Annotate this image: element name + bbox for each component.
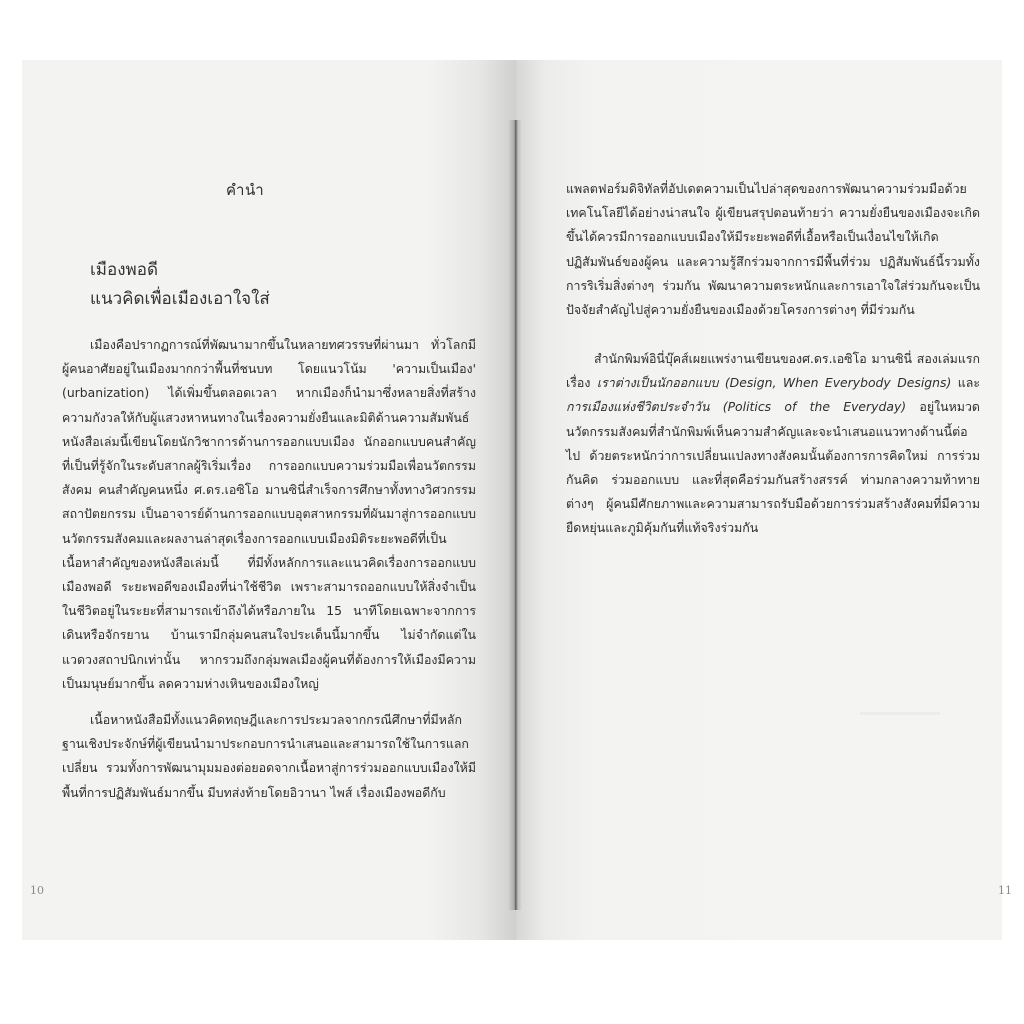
page-number-right: 11	[998, 884, 1012, 897]
right-body-text-1	[566, 177, 980, 322]
right-paragraph-1: แพลตฟอร์มดิจิทัลที่อัปเดตความเป็นไปล่าสุดของการพัฒนาความร่วมมือด้วยเทคโนโลยีได้อย่างน่าสนใจ ผู้เขียนสรุปตอนท้ายว่า ความยั่งยืนของเมืองจะเกิดขึ้นได้ควรมีการออกแบบเมืองให้มีระยะพอดีที่เอื้อหรือเป็นเงื่อนไขให้เกิดปฏิสัมพันธ์ของผู้คน และความรู้สึกร่วมจากการมีพื้นที่ร่วม ปฏิสัมพันธ์นี้รวมทั้งการริเริ่มสิ่งต่างๆ ร่วมกัน พัฒนาความตระหนักและการเอาใจใส่ร่วมกันจะเป็นปัจจัยสำคัญไปสู่ความยั่งยืนของเมืองด้วยโครงการต่างๆ ที่มีร่วมกัน	[566, 181, 980, 318]
left-paragraph-2: เนื้อหาหนังสือมีทั้งแนวคิดทฤษฎีและการประมวลจากกรณีศึกษาที่มีหลักฐานเชิงประจักษ์ที่ผู้เขียนนำมาประกอบการนำเสนอและสามารถใช้ในการแลกเปลี่ยน รวมทั้งการพัฒนามุมมองต่อยอดจากเนื้อหาสู่การร่วมออกแบบเมืองให้มีพื้นที่การปฏิสัมพันธ์มากขึ้น มีบทส่งท้ายโดยอิวานา ไพส์ เรื่องเมืองพอดีกับ	[62, 712, 476, 800]
page-number-left: 10	[30, 884, 44, 897]
book-title-2: การเมืองแห่งชีวิตประจำวัน (Politics of the Everyday)	[566, 399, 907, 415]
book-title-1: เราต่างเป็นนักออกแบบ (Design, When Everybody Designs)	[596, 375, 952, 391]
heading-line-1: เมืองพอดี	[90, 260, 158, 280]
right-paragraph-2	[566, 347, 980, 541]
left-paragraph-1: เมืองคือปรากฏการณ์ที่พัฒนามากขึ้นในหลายทศวรรษที่ผ่านมา ทั่วโลกมีผู้คนอาศัยอยู่ในเมืองมากกว่าพื้นที่ชนบท โดยแนวโน้ม 'ความเป็นเมือง' (urbanization) ได้เพิ่มขึ้นตลอดเวลา หากเมืองก็นำมาซึ่งหลายสิ่งที่สร้างความกังวลให้กับผู้แสวงหาหนทางในเรื่องความยั่งยืนและมิติด้านความสัมพันธ์ หนังสือเล่มนี้เขียนโดยนักวิชาการด้านการออกแบบเมือง นักออกแบบคนสำคัญที่เป็นที่รู้จักในระดับสากลผู้ริเริ่มเรื่อง การออกแบบความร่วมมือเพื่อนวัตกรรมสังคม คนสำคัญคนหนึ่ง ศ.ดร.เอซิโอ มานซินี่สำเร็จการศึกษาทั้งทางวิศวกรรมสถาปัตยกรรม เป็นอาจารย์ด้านการออกแบบอุตสาหกรรมที่ผันมาสู่การออกแบบนวัตกรรมสังคมและผลงานล่าสุดเรื่องการออกแบบเมืองมิติระยะพอดีที่เป็นเนื้อหาสำคัญของหนังสือเล่มนี้ ที่มีทั้งหลักการและแนวคิดเรื่องการออกแบบเมืองพอดี ระยะพอดีของเมืองที่น่าใช้ชีวิต เพราะสามารถออกแบบให้สิ่งจำเป็นในชีวิตอยู่ในระยะที่สามารถเข้าถึงได้หรือภายใน 15 นาทีโดยเฉพาะจากการเดินหรือจักรยาน บ้านเรามีกลุ่มคนสนใจประเด็นนี้มากขึ้น ไม่จำกัดแต่ในแวดวงสถาปนิกเท่านั้น หากรวมถึงกลุ่มพลเมืองผู้คนที่ต้องการให้เมืองมีความเป็นมนุษย์มากขึ้น ลดความห่างเหินของเมืองใหญ่	[62, 337, 476, 691]
paper-mark	[860, 712, 940, 715]
heading-line-2: แนวคิดเพื่อเมืองเอาใจใส่	[90, 289, 270, 309]
book-gutter	[508, 120, 522, 910]
right-paragraph-2-text-a: สำนักพิมพ์อินี่บุ๊คส์เผยแพร่งานเขียนของศ.ดร.เอซิโอ มานซินี่ สองเล่มแรกเรื่อง	[566, 351, 980, 391]
right-paragraph-2-text-c: อยู่ในหมวดนวัตกรรมสังคมที่สำนักพิมพ์เห็นความสำคัญและจะนำเสนอแนวทางด้านนี้ต่อไป ด้วยตระหนักว่าการเปลี่ยนแปลงทางสังคมนั้นต้องการการคิดใหม่ การร่วมกันคิด ร่วมออกแบบ และที่สุดคือร่วมกันสร้างสรรค์ ท่ามกลางความท้าทายต่างๆ ผู้คนมีศักยภาพและความสามารถรับมือด้วยการร่วมสร้างสังคมที่มีความยืดหยุ่นและภูมิคุ้มกันที่แท้จริงร่วมกัน	[566, 399, 980, 536]
right-body-text-2	[566, 347, 980, 541]
left-body-text	[62, 333, 476, 805]
right-paragraph-2-text-b: และ	[951, 375, 980, 391]
chapter-heading	[90, 256, 270, 314]
preface-title: คำนำ	[226, 181, 265, 199]
